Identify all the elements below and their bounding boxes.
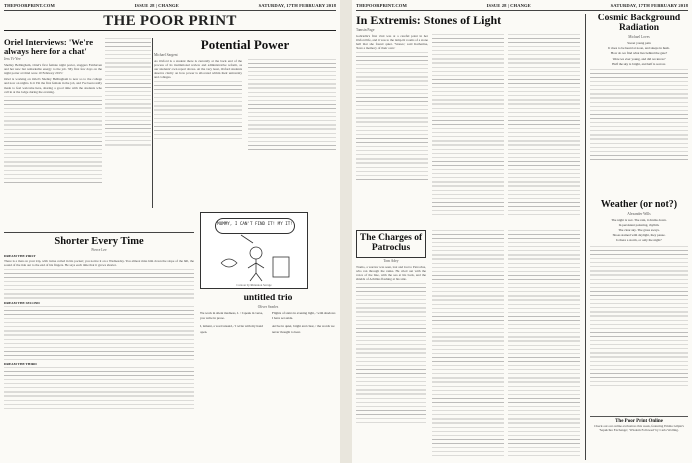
cosmic-article	[590, 14, 688, 194]
extremis-cont-lines-b	[508, 230, 580, 456]
weather-line: Is there a storm, or only the night?	[616, 238, 662, 243]
extremis-continued	[432, 230, 504, 460]
site-name[interactable]: THEPOORPRINT.COM	[4, 3, 55, 8]
power-byline: Michael Sargent	[154, 52, 178, 57]
power-lines-a	[154, 81, 242, 141]
extremis-byline: Tamsin Page	[356, 27, 375, 32]
weather-title: Weather (or not?)	[600, 200, 678, 210]
untitled-byline: Oliver Searles	[257, 304, 279, 309]
weather-lines	[590, 246, 688, 386]
issue-date: SATURDAY, 17TH FEBRUARY 2018	[610, 3, 688, 8]
weather-line: The night is wet. The rain, it drums down.	[611, 217, 667, 222]
cosmic-line: Were we ever young, and did we know?	[612, 56, 666, 61]
extremis-lines-c	[508, 34, 580, 218]
cosmic-byline: Michael Loves	[628, 34, 650, 39]
cartoon-speech-bubble: MUMMY, I CAN'T FIND IT! MY IT!	[215, 218, 295, 234]
shorter-lines-3	[4, 367, 194, 411]
issue-date: SATURDAY, 17TH FEBRUARY 2018	[258, 3, 336, 8]
promo-title: The Poor Print Online	[615, 419, 663, 424]
cosmic-line: Half the sky is bright, and half is sorrow.	[612, 61, 666, 66]
untitled-poem-a	[200, 311, 264, 338]
extremis-cont-lines-a	[432, 230, 504, 456]
weather-line: The clear sky. The grass sways.	[618, 227, 660, 232]
left-topline	[4, 3, 336, 11]
oriel-body: Oriel is working on Oriel's Shelley Bellingham is new so to the college and now on nights. Is it I'm the first female in the job, and I've been really made to feel welcome here, sharing a good time with the students who call in at the lodge during the evening.	[4, 77, 102, 94]
shorter-body: There is a man on your trip, with twine coiled in his pocket; you notice it on a Wednesday. You almost miss him down the slope of the hill, the sound of the tide out to the end of his fingers. He says each time that it grows shorter.	[4, 259, 194, 268]
cosmic-title: Cosmic Background Radiation	[597, 14, 681, 33]
cartoon-drawing	[201, 213, 307, 288]
divider	[585, 14, 586, 460]
divider	[152, 38, 153, 208]
weather-line: In persistent pattering, rhythm.	[618, 222, 660, 227]
cartoon-caption: Cartoon by Rhiannon Savage	[236, 283, 272, 287]
cosmic-line: How do we find what lies behind the gate?	[610, 51, 668, 56]
promo-body: Check out our online exclusives this week, featuring Emma Gilpin's 'Sepulchre Exchange', 'Wisdom Followed' by Carla Wolling.	[594, 424, 684, 433]
untitled-article	[200, 294, 336, 460]
right-topline	[356, 3, 688, 11]
untitled-stanza: We work in silent madness, I. / I speak in verse, you write in prose.	[200, 310, 264, 321]
shorter-byline: Pierce Lee	[91, 248, 107, 253]
patroclus-body: Tramo, a warrior was seen, lost and lost to Patroclus, who ran through the ranks. He cried out with the voice of the line, with the sea at his back, and the shields of Achilles flashing at his side.	[356, 264, 426, 282]
site-name[interactable]: THEPOORPRINT.COM	[356, 3, 407, 8]
weather-line: Shoes stained with daylight, they pause.	[612, 233, 666, 238]
power-body: As Oxford is a student there is currently at the back end of the process of its institutional review and administrative reform, as our students' own report shows. At the very least, Oxford students deserve clarity on how power is allocated within their university and colleges.	[154, 59, 242, 141]
online-promo[interactable]	[590, 416, 688, 463]
issue-label: ISSUE 28 | CHANGE	[134, 3, 179, 8]
extremis-continued-b	[508, 230, 580, 460]
shorter-section-3: DREAM THE THIRD	[4, 362, 37, 367]
patroclus-byline: Tom Adey	[383, 258, 399, 263]
untitled-stanza: I, lament, a word unsaid, / I write with my hand open.	[200, 324, 263, 334]
extremis-col-b	[432, 34, 504, 218]
extremis-lines-b	[432, 34, 504, 218]
oriel-byline: Jess Yi-Yee	[4, 57, 21, 62]
extremis-col-a	[356, 34, 428, 182]
power-title: Potential Power	[200, 38, 290, 52]
untitled-title: untitled trio	[243, 294, 293, 303]
oriel-article	[4, 38, 102, 220]
extremis-title: In Extremis: Stones of Light	[356, 14, 502, 27]
oriel-continued-lines	[105, 38, 151, 148]
issue-label: ISSUE 28 | CHANGE	[486, 3, 531, 8]
patroclus-article	[356, 230, 426, 460]
oriel-intro: Shelley Bellingham, Oriel's first female night porter, staggers Fairhaven and her new but remarkable energy to the job. 'My first few days on the night porter at Oriel were 10 February 2015.'	[4, 63, 102, 76]
power-article	[154, 38, 336, 150]
weather-byline: Alexander Wills	[627, 211, 651, 216]
cartoon	[200, 212, 308, 289]
oriel-continued	[105, 38, 151, 148]
divider	[4, 232, 194, 233]
shorter-article	[4, 236, 194, 460]
patroclus-title: The Charges of Patroclus	[356, 230, 426, 258]
extremis-lines-a	[356, 52, 428, 182]
extremis-body: Gabrielle's first visit was at a careful point in her Oxford life, and it was to the lamp-lit rooms of a stone hall that she found quiet. 'Stones,' said Katherine, 'have a memory of their own.'	[356, 33, 428, 50]
oriel-text-lines	[4, 96, 102, 186]
weather-article	[590, 200, 688, 410]
right-page	[352, 0, 692, 463]
untitled-stanza: Arrive in quiet, bright and clear, / the words we never thought to hear.	[272, 324, 335, 334]
untitled-stanza: Flights of stairs in evening light, / with shadows I have set aside.	[272, 310, 336, 321]
power-column-b	[248, 59, 336, 150]
oriel-title: Oriel Interviews: 'We're always here for a chat'	[4, 38, 94, 57]
masthead: THE POOR PRINT	[4, 12, 336, 31]
shorter-title: Shorter Every Time	[54, 236, 144, 247]
cosmic-lines	[590, 69, 688, 163]
cosmic-line: It rises to be heard at noon, and sleeps in hush.	[608, 46, 670, 51]
page-gutter	[340, 0, 352, 463]
shorter-lines-2	[4, 306, 194, 360]
patroclus-lines	[356, 283, 426, 423]
shorter-lines-1	[4, 269, 194, 299]
cosmic-line: Sweet young pain	[627, 40, 651, 45]
left-page	[0, 0, 340, 463]
power-lines-b	[248, 59, 336, 150]
shorter-section-2: DREAM THE SECOND	[4, 301, 40, 306]
untitled-poem-b	[272, 311, 336, 338]
extremis-col-c	[508, 34, 580, 218]
shorter-section-1: DREAM THE FIRST	[4, 254, 36, 259]
extremis-article	[356, 14, 582, 224]
